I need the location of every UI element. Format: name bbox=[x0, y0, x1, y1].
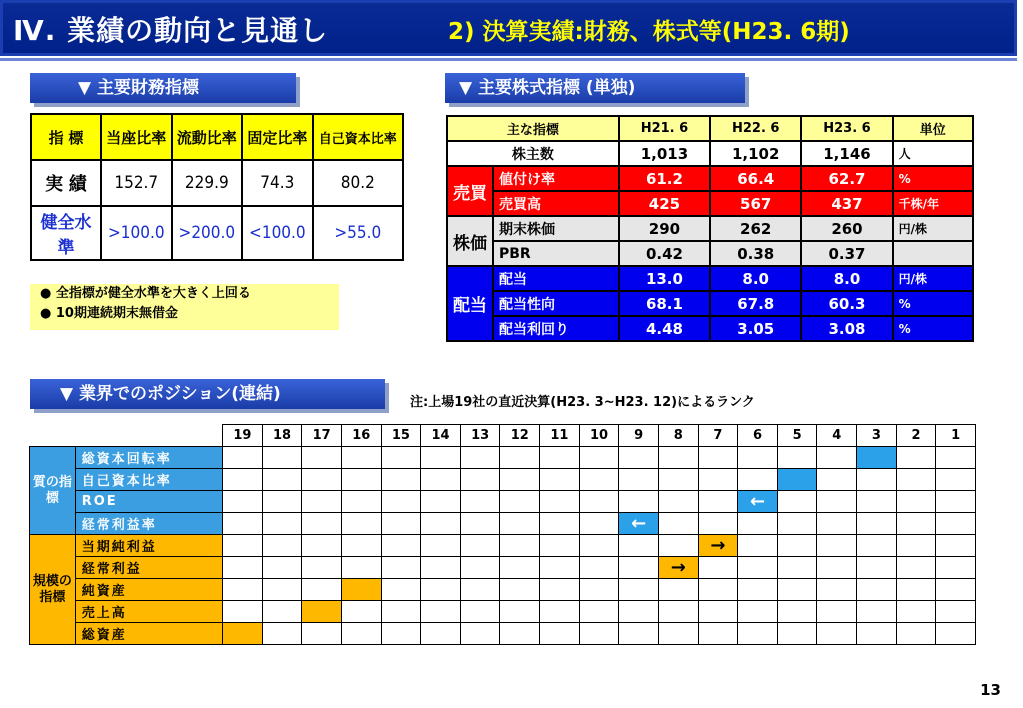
rank-cell bbox=[817, 513, 857, 535]
rank-cell bbox=[619, 469, 659, 491]
rank-cell bbox=[500, 491, 540, 513]
rank-cell bbox=[896, 491, 936, 513]
rank-cell bbox=[540, 469, 580, 491]
rank-cell bbox=[777, 535, 817, 557]
value-cell: 1,013 bbox=[619, 141, 710, 166]
rank-cell bbox=[698, 469, 738, 491]
rank-cell bbox=[698, 491, 738, 513]
rank-header: 2 bbox=[896, 425, 936, 447]
financial-heading: ▼ 主要財務指標 bbox=[30, 73, 296, 103]
financial-table bbox=[30, 113, 404, 261]
rank-cell bbox=[460, 469, 500, 491]
value-cell: 425 bbox=[619, 191, 710, 216]
rank-cell bbox=[857, 579, 897, 601]
rank-cell bbox=[341, 535, 381, 557]
rank-cell bbox=[619, 579, 659, 601]
rank-cell bbox=[817, 623, 857, 645]
rank-cell bbox=[817, 557, 857, 579]
rank-cell bbox=[738, 623, 778, 645]
value-cell: 3.08 bbox=[801, 316, 892, 341]
rank-cell bbox=[302, 469, 342, 491]
position-row bbox=[30, 557, 976, 579]
rank-cell bbox=[857, 557, 897, 579]
row-label: 株主数 bbox=[447, 141, 619, 166]
rank-cell bbox=[421, 513, 461, 535]
row-label: 配当利回り bbox=[493, 316, 619, 341]
value-cell: 290 bbox=[619, 216, 710, 241]
rank-cell bbox=[658, 623, 698, 645]
rank-cell bbox=[381, 623, 421, 645]
position-table bbox=[29, 424, 976, 645]
value-cell: 61.2 bbox=[619, 166, 710, 191]
rank-header: 17 bbox=[302, 425, 342, 447]
arrow-right-icon: → bbox=[710, 534, 726, 556]
rank-header: 19 bbox=[223, 425, 263, 447]
value-cell: <100.0 bbox=[242, 206, 313, 260]
category-cell: 株価 bbox=[447, 216, 493, 266]
rank-header: 8 bbox=[658, 425, 698, 447]
rank-cell bbox=[421, 601, 461, 623]
rank-cell bbox=[698, 447, 738, 469]
value-cell: >200.0 bbox=[172, 206, 243, 260]
unit-cell: % bbox=[893, 166, 973, 191]
rank-header: 4 bbox=[817, 425, 857, 447]
rank-cell bbox=[262, 601, 302, 623]
rank-cell bbox=[738, 535, 778, 557]
row-label: 値付け率 bbox=[493, 166, 619, 191]
rank-cell bbox=[540, 447, 580, 469]
unit-cell: 人 bbox=[893, 141, 973, 166]
rank-cell bbox=[381, 579, 421, 601]
rank-cell bbox=[817, 601, 857, 623]
rank-cell bbox=[500, 601, 540, 623]
rank-cell bbox=[579, 623, 619, 645]
rank-header: 15 bbox=[381, 425, 421, 447]
rank-cell bbox=[341, 513, 381, 535]
rank-cell bbox=[460, 601, 500, 623]
rank-cell bbox=[579, 579, 619, 601]
unit-cell: 円/株 bbox=[893, 266, 973, 291]
position-row bbox=[30, 535, 976, 557]
rank-cell bbox=[341, 491, 381, 513]
rank-header: 10 bbox=[579, 425, 619, 447]
group-label: 規模の指標 bbox=[30, 535, 76, 645]
row-label: PBR bbox=[493, 241, 619, 266]
page-number: 13 bbox=[980, 681, 1001, 699]
rank-cell bbox=[896, 623, 936, 645]
rank-cell bbox=[619, 491, 659, 513]
header-cell: 固定比率 bbox=[242, 114, 313, 160]
rank-cell bbox=[341, 447, 381, 469]
rank-header: 6 bbox=[738, 425, 778, 447]
rank-cell bbox=[262, 469, 302, 491]
rank-cell bbox=[777, 447, 817, 469]
value-cell: 437 bbox=[801, 191, 892, 216]
category-cell: 配当 bbox=[447, 266, 493, 341]
rank-cell bbox=[421, 491, 461, 513]
arrow-right-icon: → bbox=[670, 556, 686, 578]
rank-cell bbox=[658, 469, 698, 491]
rank-cell bbox=[658, 601, 698, 623]
rank-cell bbox=[936, 623, 976, 645]
rank-cell bbox=[460, 579, 500, 601]
header-cell: 流動比率 bbox=[172, 114, 243, 160]
rank-cell bbox=[421, 447, 461, 469]
value-cell: 68.1 bbox=[619, 291, 710, 316]
position-row bbox=[30, 513, 976, 535]
note-item: ● 10期連続期末無借金 bbox=[40, 306, 178, 321]
rank-cell bbox=[738, 601, 778, 623]
rank-cell bbox=[936, 601, 976, 623]
value-cell: 262 bbox=[710, 216, 801, 241]
rank-cell bbox=[896, 447, 936, 469]
rank-cell bbox=[936, 579, 976, 601]
row-label: 期末株価 bbox=[493, 216, 619, 241]
value-cell: 13.0 bbox=[619, 266, 710, 291]
rank-cell bbox=[817, 469, 857, 491]
value-cell: 8.0 bbox=[710, 266, 801, 291]
rank-cell bbox=[658, 535, 698, 557]
rank-cell bbox=[579, 469, 619, 491]
metric-label: 当期純利益 bbox=[75, 535, 222, 557]
row-label: 売買高 bbox=[493, 191, 619, 216]
rank-cell bbox=[460, 513, 500, 535]
value-cell: 1,146 bbox=[801, 141, 892, 166]
rank-cell bbox=[460, 535, 500, 557]
position-row bbox=[30, 447, 976, 469]
rank-cell bbox=[619, 601, 659, 623]
rank-cell bbox=[341, 557, 381, 579]
rank-cell bbox=[698, 579, 738, 601]
rank-cell bbox=[857, 513, 897, 535]
header-cell: H21. 6 bbox=[619, 116, 710, 141]
rank-header: 13 bbox=[460, 425, 500, 447]
rank-cell bbox=[579, 557, 619, 579]
value-cell: 8.0 bbox=[801, 266, 892, 291]
row-label: 健全水準 bbox=[31, 206, 101, 260]
rank-cell bbox=[381, 535, 421, 557]
rank-cell bbox=[579, 447, 619, 469]
rank-cell bbox=[262, 623, 302, 645]
rank-cell bbox=[777, 579, 817, 601]
title-bar bbox=[0, 0, 1017, 56]
rank-cell bbox=[698, 557, 738, 579]
rank-cell bbox=[857, 623, 897, 645]
value-cell: 60.3 bbox=[801, 291, 892, 316]
rank-cell bbox=[341, 469, 381, 491]
value-cell: 66.4 bbox=[710, 166, 801, 191]
rank-header: 7 bbox=[698, 425, 738, 447]
metric-label: 売上高 bbox=[75, 601, 222, 623]
rank-header: 16 bbox=[341, 425, 381, 447]
value-cell: >100.0 bbox=[101, 206, 172, 260]
rank-cell bbox=[262, 447, 302, 469]
rank-marker bbox=[738, 491, 778, 513]
rank-cell bbox=[936, 557, 976, 579]
rank-cell bbox=[936, 469, 976, 491]
rank-header: 5 bbox=[777, 425, 817, 447]
rank-cell bbox=[698, 623, 738, 645]
rank-cell bbox=[896, 601, 936, 623]
position-row bbox=[30, 469, 976, 491]
value-cell: 67.8 bbox=[710, 291, 801, 316]
rank-cell bbox=[540, 513, 580, 535]
rank-cell bbox=[777, 513, 817, 535]
rank-cell bbox=[896, 513, 936, 535]
rank-cell bbox=[500, 447, 540, 469]
rank-cell bbox=[777, 623, 817, 645]
rank-cell bbox=[579, 513, 619, 535]
rank-marker bbox=[658, 557, 698, 579]
arrow-left-icon: ← bbox=[749, 490, 766, 512]
rank-cell bbox=[936, 513, 976, 535]
rank-cell bbox=[936, 491, 976, 513]
rank-cell bbox=[460, 623, 500, 645]
metric-label: 自己資本比率 bbox=[75, 469, 222, 491]
rank-cell bbox=[936, 535, 976, 557]
row-label: 実 績 bbox=[31, 160, 101, 206]
rank-cell bbox=[421, 469, 461, 491]
rank-cell bbox=[857, 469, 897, 491]
rank-cell bbox=[777, 557, 817, 579]
category-cell: 売買 bbox=[447, 166, 493, 216]
rank-cell bbox=[896, 579, 936, 601]
rank-cell bbox=[302, 623, 342, 645]
financial-notes bbox=[30, 284, 339, 330]
rank-cell bbox=[817, 579, 857, 601]
value-cell: 0.42 bbox=[619, 241, 710, 266]
group-label: 質の指標 bbox=[30, 447, 76, 535]
rank-cell bbox=[460, 557, 500, 579]
rank-cell bbox=[817, 535, 857, 557]
value-cell: 152.7 bbox=[101, 160, 172, 206]
rank-cell bbox=[381, 557, 421, 579]
rank-cell bbox=[302, 579, 342, 601]
rank-cell bbox=[658, 447, 698, 469]
rank-cell bbox=[262, 579, 302, 601]
rank-cell bbox=[223, 579, 263, 601]
corner-cell bbox=[30, 425, 223, 447]
rank-cell bbox=[777, 491, 817, 513]
rank-cell bbox=[857, 535, 897, 557]
value-cell: 74.3 bbox=[242, 160, 313, 206]
rank-cell bbox=[619, 623, 659, 645]
rank-cell bbox=[857, 491, 897, 513]
rank-cell bbox=[302, 557, 342, 579]
rank-marker bbox=[857, 447, 897, 469]
position-note: 注:上場19社の直近決算(H23. 3~H23. 12)によるランク bbox=[410, 395, 755, 410]
header-cell: 主な指標 bbox=[447, 116, 619, 141]
rank-cell bbox=[619, 557, 659, 579]
value-cell: 1,102 bbox=[710, 141, 801, 166]
header-cell: 指 標 bbox=[31, 114, 101, 160]
rank-cell bbox=[262, 491, 302, 513]
rank-marker bbox=[341, 579, 381, 601]
rank-cell bbox=[658, 491, 698, 513]
rank-cell bbox=[223, 491, 263, 513]
value-cell: 0.38 bbox=[710, 241, 801, 266]
rank-cell bbox=[341, 601, 381, 623]
page-subtitle: 2) 決算実績:財務、株式等(H23. 6期) bbox=[448, 19, 850, 45]
rank-marker bbox=[619, 513, 659, 535]
rank-cell bbox=[500, 513, 540, 535]
position-row bbox=[30, 623, 976, 645]
rank-cell bbox=[540, 579, 580, 601]
rank-header: 14 bbox=[421, 425, 461, 447]
rank-cell bbox=[500, 469, 540, 491]
row-label: 配当性向 bbox=[493, 291, 619, 316]
rank-cell bbox=[619, 447, 659, 469]
header-cell: 単位 bbox=[893, 116, 973, 141]
rank-cell bbox=[500, 557, 540, 579]
metric-label: 経常利益率 bbox=[75, 513, 222, 535]
page-title: Ⅳ. 業績の動向と見通し bbox=[13, 14, 329, 47]
row-label: 配当 bbox=[493, 266, 619, 291]
rank-cell bbox=[302, 447, 342, 469]
note-item: ● 全指標が健全水準を大きく上回る bbox=[40, 286, 251, 301]
rank-cell bbox=[579, 601, 619, 623]
header-cell: H22. 6 bbox=[710, 116, 801, 141]
rank-cell bbox=[500, 579, 540, 601]
rank-cell bbox=[421, 535, 461, 557]
metric-label: 純資産 bbox=[75, 579, 222, 601]
rank-cell bbox=[817, 491, 857, 513]
rank-header: 9 bbox=[619, 425, 659, 447]
rank-cell bbox=[302, 535, 342, 557]
rank-cell bbox=[698, 513, 738, 535]
rank-cell bbox=[421, 579, 461, 601]
rank-cell bbox=[540, 557, 580, 579]
rank-cell bbox=[223, 601, 263, 623]
rank-cell bbox=[223, 535, 263, 557]
rank-cell bbox=[460, 491, 500, 513]
rank-marker bbox=[777, 469, 817, 491]
rank-cell bbox=[540, 601, 580, 623]
rank-cell bbox=[738, 447, 778, 469]
rank-header: 1 bbox=[936, 425, 976, 447]
rank-cell bbox=[500, 623, 540, 645]
title-underline bbox=[0, 58, 1017, 61]
rank-cell bbox=[540, 623, 580, 645]
rank-cell bbox=[421, 623, 461, 645]
metric-label: 経常利益 bbox=[75, 557, 222, 579]
rank-cell bbox=[223, 447, 263, 469]
value-cell: 567 bbox=[710, 191, 801, 216]
rank-cell bbox=[738, 469, 778, 491]
value-cell: 229.9 bbox=[172, 160, 243, 206]
unit-cell bbox=[893, 241, 973, 266]
rank-cell bbox=[421, 557, 461, 579]
rank-cell bbox=[381, 469, 421, 491]
rank-cell bbox=[857, 601, 897, 623]
value-cell: 62.7 bbox=[801, 166, 892, 191]
rank-cell bbox=[381, 491, 421, 513]
rank-cell bbox=[777, 601, 817, 623]
metric-label: 総資本回転率 bbox=[75, 447, 222, 469]
header-cell: H23. 6 bbox=[801, 116, 892, 141]
unit-cell: 円/株 bbox=[893, 216, 973, 241]
value-cell: 260 bbox=[801, 216, 892, 241]
rank-header: 11 bbox=[540, 425, 580, 447]
rank-cell bbox=[579, 491, 619, 513]
rank-cell bbox=[540, 535, 580, 557]
unit-cell: 千株/年 bbox=[893, 191, 973, 216]
rank-cell bbox=[540, 491, 580, 513]
position-heading: ▼ 業界でのポジション(連結) bbox=[30, 379, 385, 409]
rank-cell bbox=[936, 447, 976, 469]
metric-label: ROE bbox=[75, 491, 222, 513]
rank-cell bbox=[896, 469, 936, 491]
value-cell: 80.2 bbox=[313, 160, 403, 206]
rank-marker bbox=[302, 601, 342, 623]
header-cell: 自己資本比率 bbox=[313, 114, 403, 160]
unit-cell: % bbox=[893, 291, 973, 316]
rank-cell bbox=[896, 557, 936, 579]
rank-cell bbox=[738, 579, 778, 601]
rank-cell bbox=[302, 491, 342, 513]
value-cell: 3.05 bbox=[710, 316, 801, 341]
value-cell: 4.48 bbox=[619, 316, 710, 341]
rank-cell bbox=[262, 513, 302, 535]
rank-cell bbox=[698, 601, 738, 623]
stock-heading: ▼ 主要株式指標 (単独) bbox=[445, 73, 745, 103]
rank-cell bbox=[658, 579, 698, 601]
rank-cell bbox=[738, 513, 778, 535]
rank-cell bbox=[341, 623, 381, 645]
rank-cell bbox=[223, 557, 263, 579]
header-cell: 当座比率 bbox=[101, 114, 172, 160]
rank-marker bbox=[698, 535, 738, 557]
position-row bbox=[30, 491, 976, 513]
rank-header: 18 bbox=[262, 425, 302, 447]
rank-cell bbox=[223, 513, 263, 535]
position-row bbox=[30, 601, 976, 623]
rank-cell bbox=[500, 535, 540, 557]
rank-cell bbox=[579, 535, 619, 557]
position-row bbox=[30, 579, 976, 601]
rank-cell bbox=[262, 557, 302, 579]
value-cell: 0.37 bbox=[801, 241, 892, 266]
rank-cell bbox=[302, 513, 342, 535]
rank-cell bbox=[817, 447, 857, 469]
rank-cell bbox=[896, 535, 936, 557]
rank-cell bbox=[460, 447, 500, 469]
unit-cell: % bbox=[893, 316, 973, 341]
rank-cell bbox=[619, 535, 659, 557]
rank-cell bbox=[262, 535, 302, 557]
rank-header: 12 bbox=[500, 425, 540, 447]
value-cell: >55.0 bbox=[313, 206, 403, 260]
rank-cell bbox=[223, 469, 263, 491]
rank-marker bbox=[223, 623, 263, 645]
rank-cell bbox=[738, 557, 778, 579]
rank-cell bbox=[381, 447, 421, 469]
rank-cell bbox=[658, 513, 698, 535]
rank-header: 3 bbox=[857, 425, 897, 447]
arrow-left-icon: ← bbox=[631, 512, 647, 534]
rank-cell bbox=[381, 513, 421, 535]
metric-label: 総資産 bbox=[75, 623, 222, 645]
stock-table bbox=[446, 115, 974, 342]
rank-cell bbox=[381, 601, 421, 623]
